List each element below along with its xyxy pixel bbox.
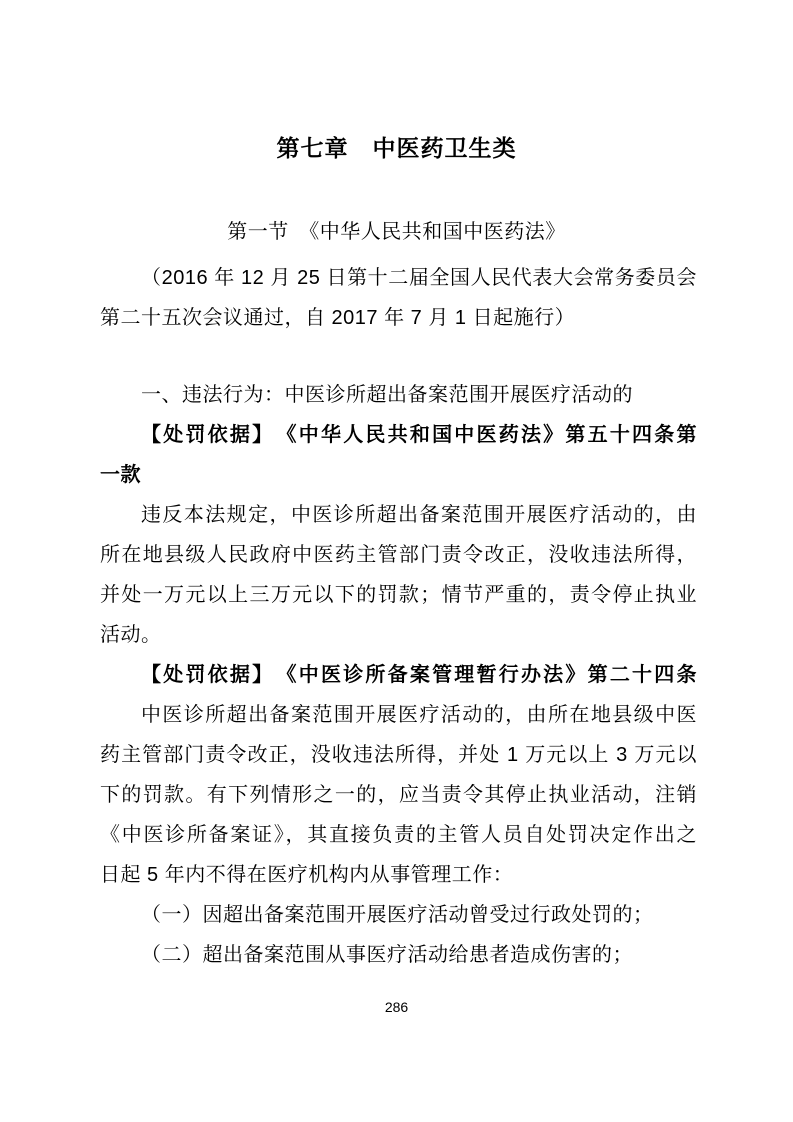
paragraph-line: 违反本法规定，中医诊所超出备案范围开展医疗活动的，由 bbox=[141, 504, 697, 526]
enactment-note-line: 第二十五次会议通过，自 2017 年 7 月 1 日起施行） bbox=[100, 307, 576, 329]
list-item-line: （二）超出备案范围从事医疗活动给患者造成伤害的； bbox=[141, 944, 633, 966]
penalty-basis-heading-line: 【处罚依据】 《中医诊所备案管理暂行办法》第二十四条 bbox=[141, 664, 697, 686]
paragraph-line: 并处一万元以上三万元以下的罚款；情节严重的，责令停止执业 bbox=[100, 584, 697, 606]
paragraph-line: 中医诊所超出备案范围开展医疗活动的，由所在地县级中医 bbox=[141, 704, 697, 726]
enactment-note bbox=[100, 258, 697, 338]
penalty-basis-heading-line: 一款 bbox=[100, 464, 141, 486]
page-number: 286 bbox=[384, 999, 409, 1015]
document-body bbox=[100, 375, 697, 975]
paragraph-line: 日起 5 年内不得在医疗机构内从事管理工作： bbox=[100, 864, 514, 886]
penalty-basis-heading-line: 【处罚依据】 《中华人民共和国中医药法》第五十四条第 bbox=[141, 424, 697, 446]
list-item-line: （一）因超出备案范围开展医疗活动曾受过行政处罚的； bbox=[141, 904, 654, 926]
paragraph-line: 下的罚款。有下列情形之一的，应当责令其停止执业活动，注销 bbox=[100, 784, 697, 806]
violation-item-line: 一、违法行为：中医诊所超出备案范围开展医疗活动的 bbox=[141, 384, 633, 406]
paragraph-line: 《中医诊所备案证》，其直接负责的主管人员自处罚决定作出之 bbox=[100, 824, 697, 846]
paragraph-line: 所在地县级人民政府中医药主管部门责令改正，没收违法所得， bbox=[100, 544, 697, 566]
paragraph-line: 活动。 bbox=[100, 624, 162, 646]
section-title: 第一节 《中华人民共和国中医药法》 bbox=[227, 221, 566, 243]
chapter-title: 第七章 中医药卫生类 bbox=[276, 135, 517, 161]
paragraph-line: 药主管部门责令改正，没收违法所得，并处 1 万元以上 3 万元以 bbox=[100, 744, 697, 766]
enactment-note-line: （2016 年 12 月 25 日第十二届全国人民代表大会常务委员会 bbox=[141, 267, 697, 289]
